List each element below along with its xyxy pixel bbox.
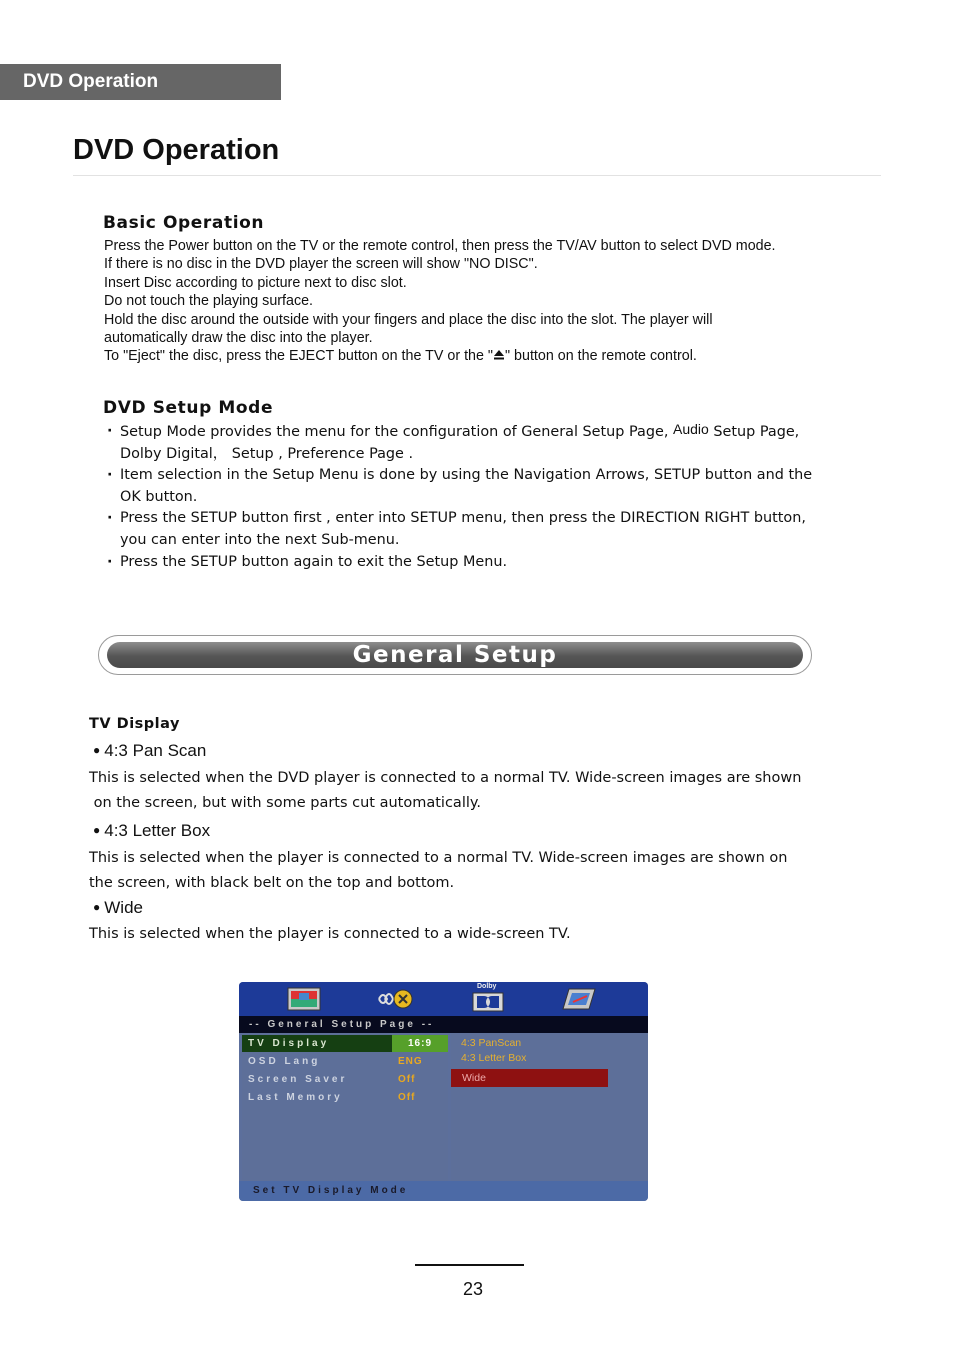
list-item-text: Press the SETUP button first , enter into SETUP menu, then press the DIRECTION RIGHT button, (120, 510, 806, 527)
osd-option-wide[interactable]: Wide (451, 1069, 608, 1087)
page-title: DVD Operation (73, 134, 280, 166)
basic-line: Press the Power button on the TV or the remote control, then press the TV/AV button to select DVD mode. (104, 238, 776, 254)
osd-row-value: Off (398, 1092, 416, 1103)
osd-screenshot (239, 982, 648, 1201)
bullet-icon: ● (93, 900, 101, 914)
page-number-rule (415, 1264, 524, 1266)
wide-option (93, 898, 143, 918)
desc-line: This is selected when the player is connected to a normal TV. Wide-screen images are shown on (89, 850, 788, 866)
basic-line: Insert Disc according to picture next to disc slot. (104, 274, 407, 291)
basic-line: If there is no disc in the DVD player the screen will show "NO DISC". (104, 256, 538, 273)
title-divider (73, 175, 881, 176)
eject-text-after: " button on the remote control. (505, 348, 697, 365)
list-item-text: OK button. (120, 488, 198, 505)
list-item-text: Setup Page, (708, 424, 800, 440)
general-setup-icon (287, 987, 321, 1011)
letter-box-description (89, 846, 849, 896)
list-item-text: Audio (673, 421, 709, 437)
desc-line: This is selected when the player is connected to a wide-screen TV. (89, 926, 571, 942)
desc-line: on the screen, but with some parts cut automatically. (89, 795, 481, 811)
eject-icon (493, 349, 505, 361)
list-item (104, 508, 864, 551)
general-setup-banner-label: General Setup (107, 642, 803, 668)
page-number: 23 (462, 1279, 484, 1299)
osd-row-value: 16:9 (392, 1035, 448, 1052)
osd-option-letter-box[interactable]: 4:3 Letter Box (461, 1052, 527, 1064)
list-item (104, 465, 864, 508)
dvd-setup-mode-list (104, 421, 864, 573)
letter-box-option (93, 821, 210, 841)
list-item-text: Press the SETUP button again to exit the Setup Menu. (120, 553, 508, 570)
option-label: 4:3 Letter Box (104, 821, 211, 840)
basic-line: automatically draw the disc into the player. (104, 330, 373, 347)
osd-row-value: Off (398, 1074, 416, 1085)
osd-row-osd-lang[interactable] (242, 1053, 448, 1070)
basic-operation-heading: Basic Operation (103, 213, 265, 233)
dvd-setup-mode-heading: DVD Setup Mode (103, 398, 274, 418)
list-item-text: Setup Mode provides the menu for the configuration of General Setup Page, (120, 424, 673, 440)
osd-icon-bar (239, 982, 648, 1016)
basic-line: Do not touch the playing surface. (104, 293, 314, 310)
osd-row-label: Last Memory (248, 1092, 343, 1103)
desc-line: the screen, with black belt on the top and bottom. (89, 875, 455, 891)
osd-row-tv-display[interactable] (242, 1035, 448, 1052)
osd-row-last-memory[interactable] (242, 1089, 448, 1106)
osd-row-label: OSD Lang (248, 1056, 321, 1067)
pan-scan-option (93, 741, 206, 761)
list-item-text: Dolby Digital， Setup , Preference Page . (120, 445, 414, 462)
basic-line: Hold the disc around the outside with your fingers and place the disc into the slot. The player will (104, 311, 713, 328)
dolby-label: Dolby (477, 983, 497, 990)
desc-line: This is selected when the DVD player is connected to a normal TV. Wide-screen images are shown (89, 770, 802, 786)
osd-option-pan-scan[interactable]: 4:3 PanScan (461, 1037, 522, 1049)
basic-operation-text (104, 237, 864, 366)
osd-row-value: ENG (398, 1056, 423, 1067)
osd-row-screen-saver[interactable] (242, 1071, 448, 1088)
wide-description (89, 922, 849, 947)
osd-row-label: Screen Saver (248, 1074, 348, 1085)
eject-text-before: To "Eject" the disc, press the EJECT button on the TV or the " (104, 348, 493, 365)
option-label: Wide (104, 898, 143, 917)
list-item (104, 552, 864, 574)
section-tab: DVD Operation (0, 64, 281, 100)
audio-setup-icon (377, 987, 417, 1011)
bullet-icon: ● (93, 743, 101, 757)
option-label: 4:3 Pan Scan (104, 741, 207, 760)
list-item-text: you can enter into the next Sub-menu. (120, 531, 400, 548)
eject-line (104, 347, 864, 365)
pan-scan-description (89, 766, 849, 816)
bullet-icon: ● (93, 823, 101, 837)
list-item-text: Item selection in the Setup Menu is done by using the Navigation Arrows, SETUP button and the (120, 467, 813, 484)
general-setup-banner (98, 635, 812, 675)
preference-icon (559, 987, 597, 1011)
osd-row-label: TV Display (248, 1038, 330, 1049)
osd-status-footer: Set TV Display Mode (239, 1181, 648, 1201)
tv-display-heading: TV Display (89, 716, 180, 732)
list-item (104, 421, 864, 465)
osd-page-header: -- General Setup Page -- (239, 1016, 648, 1033)
